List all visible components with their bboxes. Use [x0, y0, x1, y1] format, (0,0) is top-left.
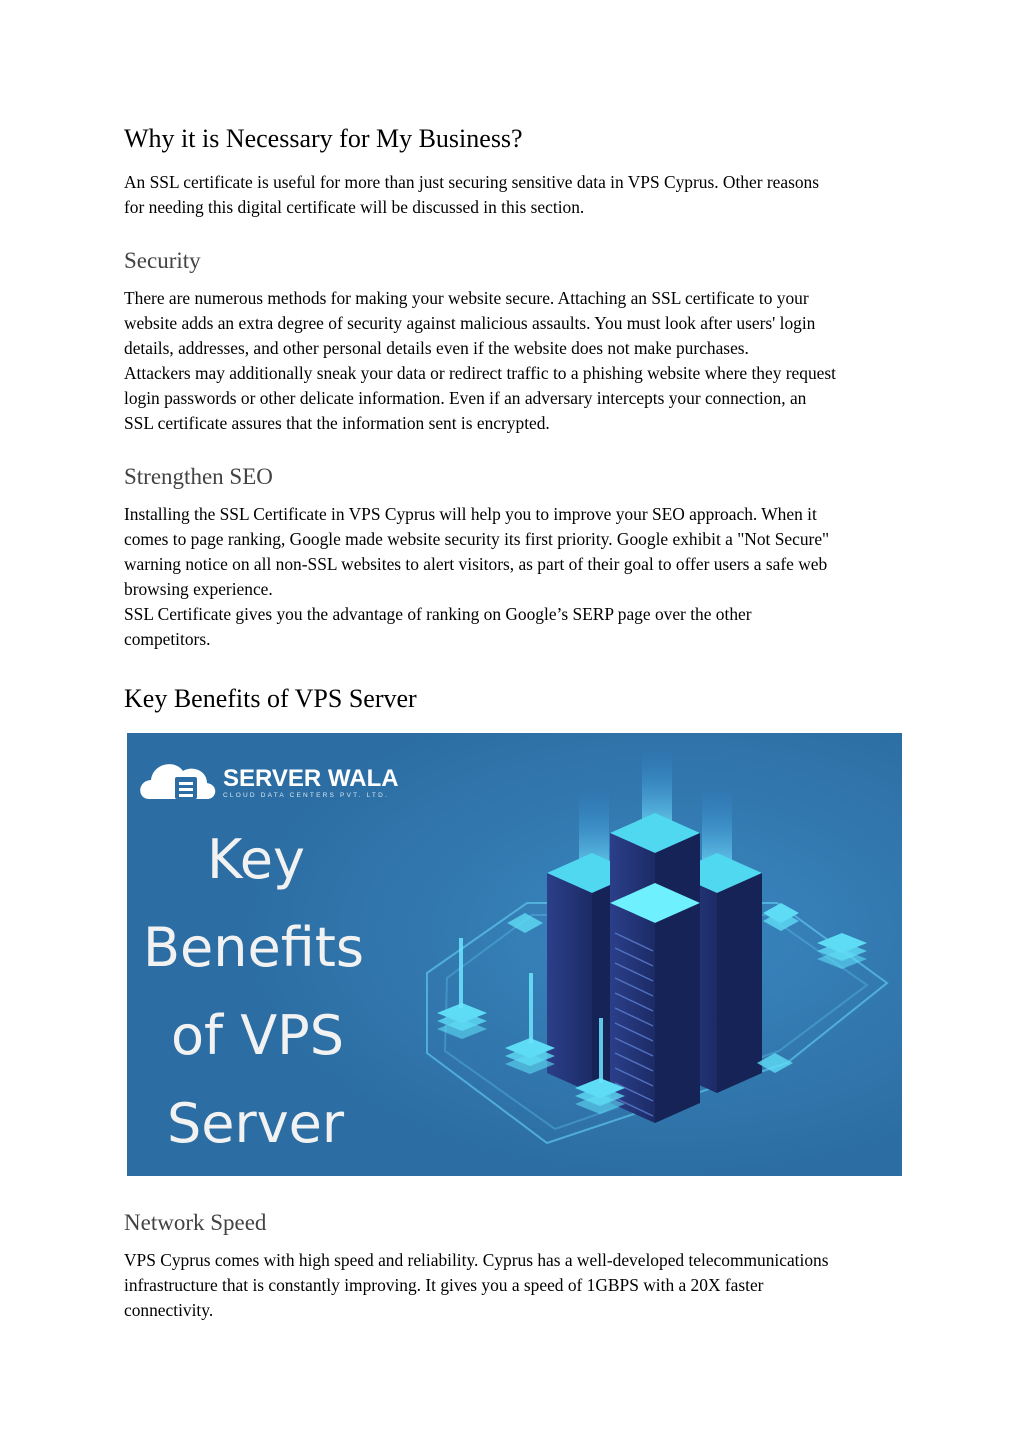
banner-title-line: Server	[167, 1092, 345, 1155]
text-line: website adds an extra degree of security against malicious assaults. You must look after users' login	[124, 313, 816, 333]
text-line: Installing the SSL Certificate in VPS Cyprus will help you to improve your SEO approach. When it	[124, 504, 817, 524]
text-line: browsing experience.	[124, 579, 273, 599]
text-line: warning notice on all non-SSL websites to alert visitors, as part of their goal to offer users a safe web	[124, 554, 828, 574]
brand-tagline: CLOUD DATA CENTERS PVT. LTD.	[223, 792, 389, 799]
banner-title-line: Benefits	[143, 916, 365, 979]
text-line: An SSL certificate is useful for more than just securing sensitive data in VPS Cyprus. Other reasons	[124, 172, 820, 192]
server-racks	[547, 813, 762, 1123]
paragraph-strengthen-seo	[124, 502, 906, 652]
heading-security: Security	[124, 248, 201, 273]
heading-strengthen-seo: Strengthen SEO	[124, 464, 273, 489]
brand-name: SERVER WALA	[223, 765, 399, 792]
heading-network-speed: Network Speed	[124, 1210, 267, 1235]
text-line: VPS Cyprus comes with high speed and reliability. Cyprus has a well-developed telecommunications	[124, 1250, 829, 1270]
banner-title-line: Key	[207, 828, 305, 891]
text-line: details, addresses, and other personal details even if the website does not make purchases.	[124, 338, 749, 358]
text-line: connectivity.	[124, 1300, 214, 1320]
text-line: comes to page ranking, Google made website security its first priority. Google exhibit a "Not Secure"	[124, 529, 830, 549]
text-line: There are numerous methods for making your website secure. Attaching an SSL certificate to your	[124, 288, 809, 308]
banner-title-line: of VPS	[171, 1004, 344, 1067]
text-line: SSL certificate assures that the information sent is encrypted.	[124, 413, 550, 433]
text-line: for needing this digital certificate will be discussed in this section.	[124, 197, 585, 217]
text-line: Attackers may additionally sneak your data or redirect traffic to a phishing website where they request	[124, 363, 836, 383]
paragraph-network-speed	[124, 1248, 906, 1323]
text-line: competitors.	[124, 629, 211, 649]
key-benefits-banner-image	[127, 733, 902, 1176]
heading-why-necessary: Why it is Necessary for My Business?	[124, 124, 523, 153]
paragraph-security	[124, 286, 906, 436]
paragraph-why-necessary	[124, 170, 906, 220]
text-line: SSL Certificate gives you the advantage of ranking on Google’s SERP page over the other	[124, 604, 752, 624]
text-line: login passwords or other delicate information. Even if an adversary intercepts your connection, an	[124, 388, 807, 408]
text-line: infrastructure that is constantly improving. It gives you a speed of 1GBPS with a 20X faster	[124, 1275, 764, 1295]
heading-key-benefits: Key Benefits of VPS Server	[124, 684, 417, 713]
server-wala-logo	[140, 764, 398, 799]
